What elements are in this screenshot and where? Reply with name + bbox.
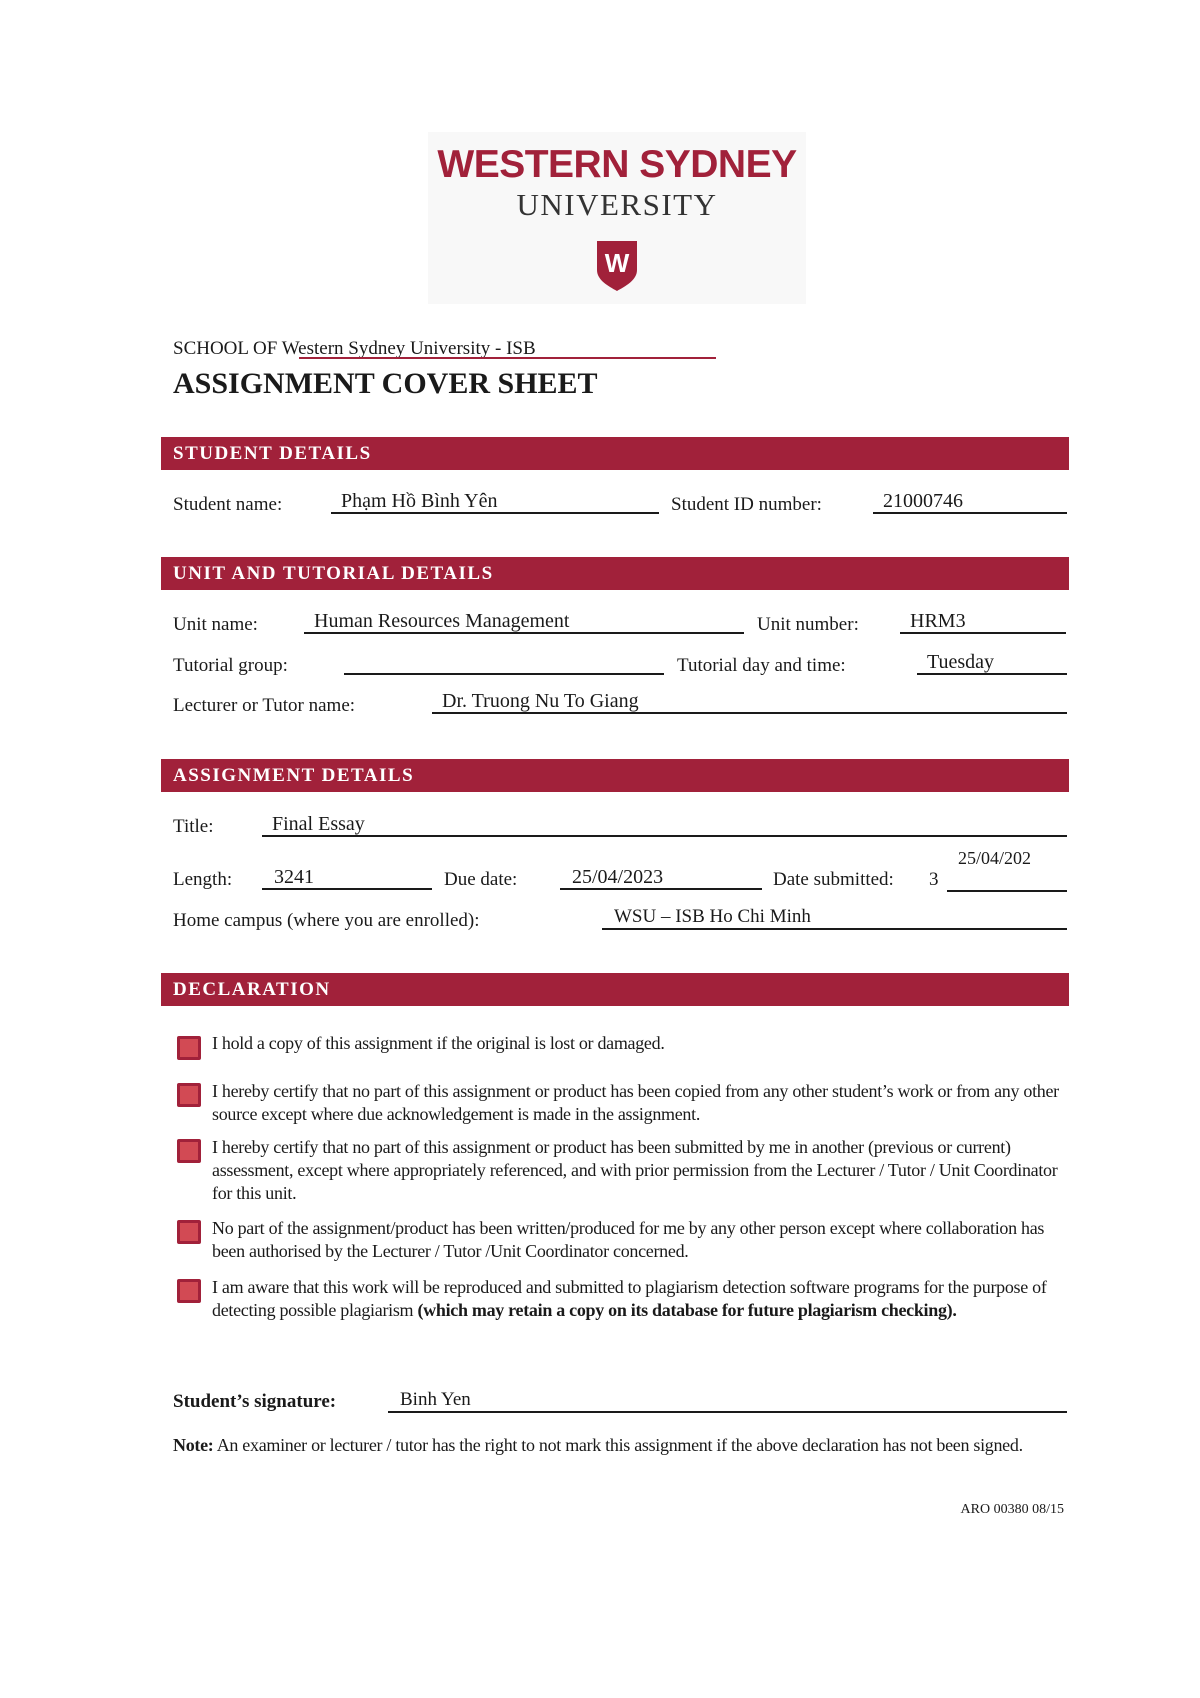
- home-campus-field[interactable]: [602, 906, 1067, 930]
- tutorial-day-field[interactable]: [917, 651, 1067, 675]
- length-label: Length:: [173, 869, 233, 890]
- unit-name-label: Unit name:: [173, 614, 258, 635]
- lecturer-value: Dr. Truong Nu To Giang: [442, 690, 639, 712]
- title-field[interactable]: [262, 813, 1067, 837]
- declaration-item: I hereby certify that no part of this assignment or product has been copied from any other student’s work or from any other source except where due acknowledgement is made in the assignment.: [212, 1081, 1059, 1124]
- unit-number-label: Unit number:: [757, 614, 859, 635]
- note: [173, 1434, 1063, 1457]
- due-date-field[interactable]: [560, 866, 762, 890]
- tutorial-day-label: Tutorial day and time:: [677, 655, 846, 676]
- lecturer-field[interactable]: [432, 690, 1067, 714]
- declaration-checkbox[interactable]: [177, 1036, 201, 1060]
- school-value: Western Sydney University - ISB: [281, 338, 536, 359]
- unit-number-field[interactable]: [900, 610, 1066, 634]
- declaration-checkbox[interactable]: [177, 1083, 201, 1107]
- title-label: Title:: [173, 816, 214, 837]
- tutorial-day-value: Tuesday: [927, 651, 995, 673]
- declaration-checkbox[interactable]: [177, 1279, 201, 1303]
- length-value: 3241: [274, 866, 314, 888]
- home-campus-value: WSU – ISB Ho Chi Minh: [614, 906, 811, 927]
- student-id-field[interactable]: [873, 490, 1067, 514]
- student-id-value: 21000746: [883, 490, 963, 512]
- student-name-value: Phạm Hồ Bình Yên: [341, 490, 498, 512]
- length-field[interactable]: [262, 866, 432, 890]
- lecturer-label: Lecturer or Tutor name:: [173, 695, 356, 716]
- assignment-details-heading: ASSIGNMENT DETAILS: [161, 759, 1069, 792]
- declaration-item: I hold a copy of this assignment if the original is lost or damaged.: [212, 1033, 665, 1053]
- declaration-item: [212, 1276, 1062, 1322]
- note-label: Note:: [173, 1435, 214, 1455]
- declaration-item-text: I am aware that this work will be reproduced and submitted to plagiarism detection software programs for the purpose of detecting possible plagiarism: [212, 1277, 1047, 1320]
- tutorial-group-label: Tutorial group:: [173, 655, 288, 676]
- school-underline: [299, 357, 716, 359]
- page-title: ASSIGNMENT COVER SHEET: [173, 367, 598, 400]
- note-text: An examiner or lecturer / tutor has the right to not mark this assignment if the above declaration has not been signed.: [216, 1435, 1023, 1455]
- declaration-item-bold-text: (which may retain a copy on its database for future plagiarism checking).: [417, 1300, 957, 1320]
- student-name-label: Student name:: [173, 494, 283, 515]
- shield-letter: W: [604, 248, 630, 278]
- tutorial-group-value: [344, 651, 354, 673]
- date-submitted-field[interactable]: [947, 869, 1067, 892]
- university-logo-subtitle: UNIVERSITY: [516, 187, 718, 222]
- form-reference: ARO 00380 08/15: [960, 1502, 1064, 1517]
- date-submitted-value-top: 25/04/202: [958, 848, 1032, 868]
- unit-number-value: HRM3: [910, 610, 966, 632]
- declaration-heading: DECLARATION: [161, 973, 1069, 1006]
- student-details-heading: STUDENT DETAILS: [161, 437, 1069, 470]
- declaration-item: I hereby certify that no part of this assignment or product has been submitted by me in another (previous or current) assessment, except where appropriately referenced, and with prior permission from the Lecturer / Tutor / Unit Coordinator for this unit.: [212, 1137, 1058, 1203]
- signature-label: Student’s signature:: [173, 1391, 337, 1412]
- university-logo-title: WESTERN SYDNEY: [437, 143, 797, 186]
- unit-name-field[interactable]: [304, 610, 744, 634]
- unit-name-value: Human Resources Management: [314, 610, 570, 632]
- declaration-checkbox[interactable]: [177, 1220, 201, 1244]
- school-label: SCHOOL OF: [173, 338, 278, 359]
- date-submitted-label: Date submitted:: [773, 869, 894, 890]
- due-date-label: Due date:: [444, 869, 518, 890]
- date-submitted-value-wrap: 3: [929, 869, 939, 890]
- title-value: Final Essay: [272, 813, 365, 835]
- student-id-label: Student ID number:: [671, 494, 822, 515]
- declaration-checkbox[interactable]: [177, 1139, 201, 1163]
- due-date-value: 25/04/2023: [572, 866, 664, 888]
- signature-field[interactable]: [388, 1389, 1067, 1413]
- declaration-item: No part of the assignment/product has been written/produced for me by any other person except where collaboration has been authorised by the Lecturer / Tutor /Unit Coordinator concerned.: [212, 1218, 1045, 1261]
- unit-details-heading: UNIT AND TUTORIAL DETAILS: [161, 557, 1069, 590]
- tutorial-group-field[interactable]: [344, 651, 664, 675]
- university-shield-icon: [596, 240, 638, 292]
- student-name-field[interactable]: [331, 490, 659, 514]
- signature-value: Binh Yen: [400, 1389, 471, 1410]
- home-campus-label: Home campus (where you are enrolled):: [173, 910, 480, 931]
